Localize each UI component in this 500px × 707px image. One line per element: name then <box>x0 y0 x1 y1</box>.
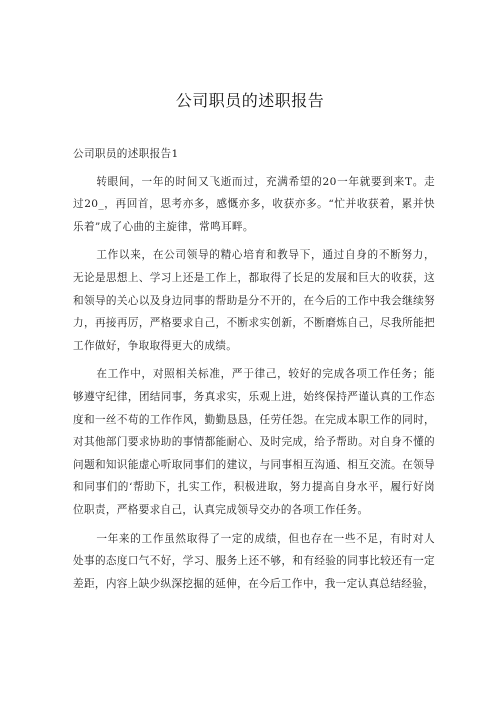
body-paragraph-3: 在工作中，对照相关标准，严于律己，较好的完成各项工作任务；能够遵守纪律，团结同事，务真求实，乐观上进，始终保持严谨认真的工作态度和一丝不苟的工作作风，勤勤恳恳，任劳任怨。在完成本职工作的同时，对其他部门要求协助的事情都能耐心、及时完成，给予帮助。对自身不懂的问题和知识能虚心听取同事们的建议，与同事相互沟通、相互交流。在领导和同事们的‘帮助下，扎实工作，积极进取，努力提高自身水平，履行好岗位职责，严格要求自己，认真完成领导交办的各项工作任务。 <box>73 368 435 516</box>
body-paragraph-4: 一年来的工作虽然取得了一定的成绩，但也存在一些不足，有时对人处事的态度口气不好，学习、服务上还不够，和有经验的同事比较还有一定差距，内容上缺少纵深挖掘的延伸，在今后工作中，我一定认真总结经验， <box>73 532 435 590</box>
document-body <box>73 143 435 601</box>
body-paragraph-2: 工作以来，在公司领导的精心培育和教导下，通过自身的不断努力，无论是思想上、学习上还是工作上，都取得了长足的发展和巨大的收获，这和领导的关心以及身边同事的帮助是分不开的，在今后的工作中我会继续努力，再接再厉，严格要求自己，不断求实创新，不断磨炼自己，尽我所能把工作做好，争取取得更大的成绩。 <box>73 249 435 352</box>
body-paragraph-1: 转眼间，一年的时间又飞逝而过，充满希望的20一年就要到来T。走过20_，再回首，思考亦多，感慨亦多，收获亦多。“忙并收获着，累并快乐着”成了心曲的主旋律，常鸣耳畔。 <box>73 175 435 233</box>
section-heading: 公司职员的述职报告1 <box>73 148 179 160</box>
document-title: 公司职员的述职报告 <box>175 91 325 110</box>
